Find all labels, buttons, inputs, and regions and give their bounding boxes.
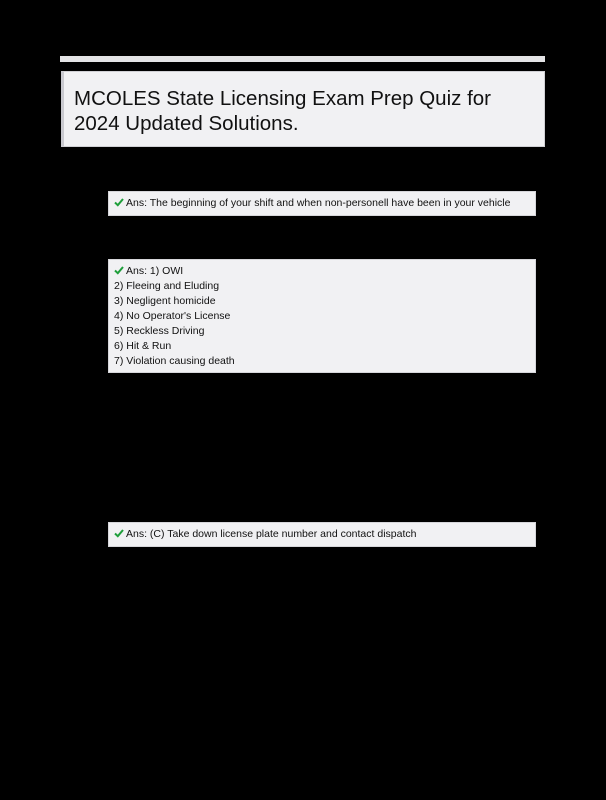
check-icon — [114, 197, 124, 207]
answer-line — [114, 196, 530, 211]
check-icon — [114, 528, 124, 538]
answer-line — [114, 527, 530, 542]
answer-line: 3) Negligent homicide — [114, 295, 216, 307]
page-title: MCOLES State Licensing Exam Prep Quiz for 2024 Updated Solutions. — [74, 87, 492, 135]
answer-line: 7) Violation causing death — [114, 355, 235, 367]
answer-line: 6) Hit & Run — [114, 340, 172, 352]
answer-text: Ans: The beginning of your shift and when non-personell have been in your vehicle — [126, 197, 511, 209]
answer-line — [114, 264, 530, 279]
top-divider — [60, 56, 545, 62]
title-box — [61, 71, 545, 147]
answer-box-2 — [108, 259, 536, 373]
answer-box-3 — [108, 522, 536, 547]
answer-text: Ans: 1) OWI — [126, 265, 184, 277]
answer-line: 4) No Operator's License — [114, 310, 231, 322]
answer-text: Ans: (C) Take down license plate number and contact dispatch — [126, 528, 417, 540]
answer-line: 2) Fleeing and Eluding — [114, 280, 220, 292]
answer-box-1 — [108, 191, 536, 216]
answer-line: 5) Reckless Driving — [114, 325, 205, 337]
check-icon — [114, 265, 124, 275]
